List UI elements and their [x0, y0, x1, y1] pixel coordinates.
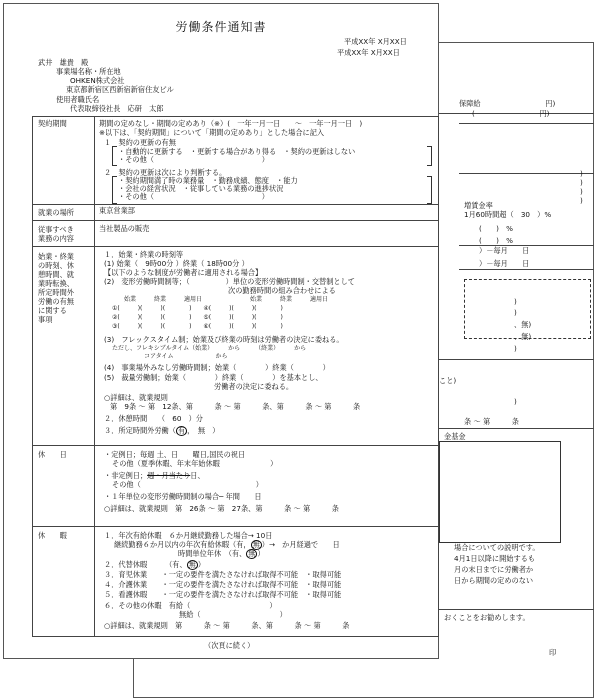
- row-divider: [32, 204, 439, 205]
- leave-line: ３．育児休業 ・一定の要件を満たさなければ取得不可能 ・取得可能: [104, 570, 342, 579]
- workplace-value: 東京営業部: [99, 206, 135, 215]
- bracket-right: [427, 146, 432, 166]
- leave-text: ）: [257, 549, 265, 558]
- bracket-right: [427, 176, 432, 204]
- hours-label: 始業・終業: [38, 252, 74, 261]
- hours-line: 第 9条 ～ 第 12条、第 条 ～ 第 条、第 条 ～ 第 条: [110, 402, 361, 411]
- divider: [459, 123, 594, 124]
- explain-3: 月の末日までに労働者か: [454, 565, 534, 574]
- explain-2: 4月1日以降に開始するも: [454, 554, 536, 563]
- leave-line: [178, 549, 265, 559]
- company-address: 東京都新宿区西新宿新宿住友ビル: [66, 85, 174, 94]
- leave-line: ４．介護休業 ・一定の要件を満たさなければ取得不可能 ・取得可能: [104, 580, 342, 589]
- leave-line: １．年次有給休暇 ６か月継続勤務した場合→ 10日: [104, 531, 273, 540]
- front-page: [3, 3, 439, 659]
- duties-value: 当社製品の販売: [99, 224, 150, 233]
- leave-line: ６．その他の休暇 有給（ ）: [104, 601, 277, 610]
- rate-title: 増賃金率: [464, 201, 493, 210]
- hours-line: コアタイム から: [144, 353, 228, 360]
- table-left: [32, 116, 33, 636]
- hours-label: 所定時間外: [38, 288, 74, 297]
- dashed-box: [464, 279, 591, 339]
- table-bottom: [32, 636, 439, 637]
- kikin: 金基金: [444, 432, 466, 441]
- notes-box: [439, 441, 561, 543]
- box-paren: ): [514, 297, 517, 306]
- back-paren: ): [580, 187, 583, 196]
- issue-date: 平成XX年 X月XX日: [344, 37, 407, 46]
- nonregular-struck: 週・月当たり: [147, 471, 191, 480]
- recommend: おくことをお勧めします。: [444, 613, 530, 622]
- leave-circled: 無: [188, 560, 196, 569]
- hours-line: [104, 259, 249, 268]
- leave-circled: 無: [248, 549, 256, 558]
- monthly-2: ）－毎月 日: [479, 259, 530, 268]
- hours-line: 【以下のような制度が労働者に適用される場合】: [104, 268, 263, 277]
- back-paren: ): [580, 178, 583, 187]
- back-line2: 保障給 円): [459, 99, 556, 108]
- contract-line: １ 契約の更新の有無: [104, 138, 176, 147]
- leave-text: 時間単位年休 （有、: [178, 549, 247, 558]
- holiday-line: ○詳細は、就業規則 第 26条 ～ 第 27条、第 条 ～ 第 条: [104, 504, 339, 513]
- overtime-label: ３．所定時間外労働（: [104, 426, 176, 435]
- hours-line: ただし、フレキシブルタイム（始業） から （終業） から: [112, 345, 307, 352]
- hours-line: １．始業・終業の時刻等: [104, 250, 184, 259]
- koto-paren: ): [514, 397, 517, 406]
- contract-line: ・その他（ ）: [118, 192, 269, 201]
- divider: [439, 359, 594, 360]
- leave-text: ）→ か月経過で 日: [261, 540, 340, 549]
- overtime-no: ， 無 ）: [187, 426, 220, 435]
- contract-line: ・自動的に更新する ・更新する場合があり得る ・契約の更新はしない: [118, 147, 356, 156]
- divider: [459, 269, 594, 270]
- back-paren: ): [580, 169, 583, 178]
- monthly-1: ）－毎月 日: [479, 246, 530, 255]
- rate-line: 1月60時間超（ 30 ）%: [464, 210, 552, 219]
- user-label: 使用者職氏名: [56, 95, 100, 104]
- hours-line: (2) 変形労働時間制等；（ ）単位の変形労働時間制・交替制として: [104, 277, 355, 286]
- holiday-line: その他（ ）: [112, 480, 263, 489]
- shift-columns: 始業 終業 適用日 始業 終業 適用日: [124, 296, 329, 303]
- overtime-yes-circled: 有: [177, 426, 186, 435]
- leave-line: [104, 560, 205, 570]
- hours-label: 労働の有無: [38, 297, 74, 306]
- bracket-left: [112, 176, 117, 204]
- hours-line: 労働者の決定に委ねる。: [214, 382, 294, 391]
- holiday-line: ・定例日；毎週 土、日 曜日,国民の祝日: [104, 450, 246, 459]
- leave-line: ○詳細は、就業規則 第 条 ～ 第 条、第 条 ～ 第 条: [104, 621, 350, 630]
- box-paren: 、無): [514, 320, 532, 329]
- contract-line: ※以下は、「契約期間」について「期間の定めあり」とした場合に記入: [99, 128, 325, 137]
- notice-date: 平成XX年 X月XX日: [337, 48, 400, 57]
- explain-1: 場合についての説明です。: [454, 543, 540, 552]
- hours-start-end: 始業（ 9時00分 ）終業（ 18時00分 ）: [116, 259, 249, 268]
- addressee: 武井 雄貴 殿: [38, 58, 89, 67]
- back-line1: ( 円): [472, 109, 550, 118]
- row-divider: [32, 220, 439, 221]
- hours-line: ２．休憩時間 （ 60 ）分: [104, 414, 203, 423]
- hours-line: (3) フレックスタイム制；始業及び終業の時刻は労働者の決定に委ねる。: [104, 335, 344, 344]
- section-row: 条 ～ 第 条: [464, 417, 519, 426]
- leave-line: ５．看護休暇 ・一定の要件を満たさなければ取得不可能 ・取得可能: [104, 590, 342, 599]
- leave-text: ）: [197, 560, 206, 569]
- hours-line: ○詳細は、就業規則: [104, 393, 168, 402]
- hours-label: の時刻、休: [38, 261, 74, 270]
- duties-label: 従事すべき: [38, 225, 74, 234]
- hours-line: (5) 裁量労働制；始業（ ）終業（ ）を基本とし、: [104, 373, 323, 382]
- koto: こと): [439, 376, 457, 385]
- shift-row: ②( )( )( ) ⑤( )( )( ): [112, 314, 283, 321]
- leave-line: 無給（ ）: [179, 610, 287, 619]
- document-title: 労働条件通知書: [175, 20, 267, 34]
- hours-label: 憩時間、就: [38, 270, 74, 279]
- row-divider: [32, 445, 439, 446]
- workplace-label: 就業の場所: [38, 208, 74, 217]
- contract-line: ２ 契約の更新は次により判断する。: [104, 168, 227, 177]
- duties-label: 業務の内容: [38, 234, 74, 243]
- box-paren: ): [514, 344, 517, 353]
- row-divider: [32, 246, 439, 247]
- company-name: OHKEN株式会社: [70, 76, 125, 85]
- back-paren: ): [580, 196, 583, 205]
- row-divider: [32, 526, 439, 527]
- hours-label: 業時転換、: [38, 279, 74, 288]
- divider: [439, 428, 594, 429]
- leave-text: 継続勤務６か月以内の年次有給休暇（有，: [114, 540, 251, 549]
- explain-4: 日から期間の定めのない: [454, 576, 534, 585]
- contract-label: 契約期間: [38, 119, 67, 128]
- contract-line: ・その他（ ）: [118, 155, 269, 164]
- hours-num: (1): [104, 259, 115, 268]
- shift-row: ①( )( )( ) ④( )( )( ): [112, 305, 283, 312]
- divider: [439, 609, 594, 610]
- holiday-label: 休 日: [38, 450, 67, 459]
- box-paren: ): [514, 308, 517, 317]
- contract-line: 期間の定めなし・期間の定めあり（※）( 一年一月一日 ～ 一年一月一日 ): [99, 119, 363, 128]
- hours-line: (4) 事業場外みなし労働時間制；始業（ ）終業（ ）: [104, 363, 330, 372]
- box-paren: 、無): [514, 332, 532, 341]
- continued-note: （次頁に続く）: [204, 641, 255, 650]
- hours-label: 事項: [38, 315, 53, 324]
- divider: [459, 173, 594, 174]
- nonregular-days: 日、: [190, 471, 205, 480]
- leave-label: 休 暇: [38, 531, 67, 540]
- hours-line: 次の勤務時間の組み合わせによる: [228, 286, 336, 295]
- holiday-line: ・１年単位の変形労働時間制の場合─ 年間 日: [104, 492, 262, 501]
- hours-label: に関する: [38, 306, 67, 315]
- shift-row: ③( )( )( ) ⑥( )( )( ): [112, 323, 283, 330]
- holiday-line: その他（夏季休暇、年末年始休暇 ）: [112, 459, 278, 468]
- hours-line: [104, 426, 219, 436]
- bracket-left: [112, 146, 117, 166]
- pct-line: ( ) %: [479, 224, 514, 233]
- seal-label: 印: [549, 648, 557, 657]
- table-label-divider: [94, 116, 95, 636]
- representative: 代表取締役社長 応研 太郎: [70, 104, 164, 113]
- contract-line: ・契約期間満了時の業務量 ・勤務成績、態度 ・能力: [118, 176, 298, 185]
- table-right: [438, 116, 439, 636]
- leave-circled: 無: [252, 540, 260, 549]
- employer-label: 事業場名称・所在地: [56, 67, 121, 76]
- nonregular-label: ・非定例日；: [104, 471, 148, 480]
- holiday-line: [104, 471, 205, 480]
- pct-line2: ( ) %: [479, 236, 514, 245]
- leave-text: ２．代替休暇 （有、: [104, 560, 187, 569]
- contract-line: ・会社の経営状況 ・従事している業務の進捗状況: [118, 184, 284, 193]
